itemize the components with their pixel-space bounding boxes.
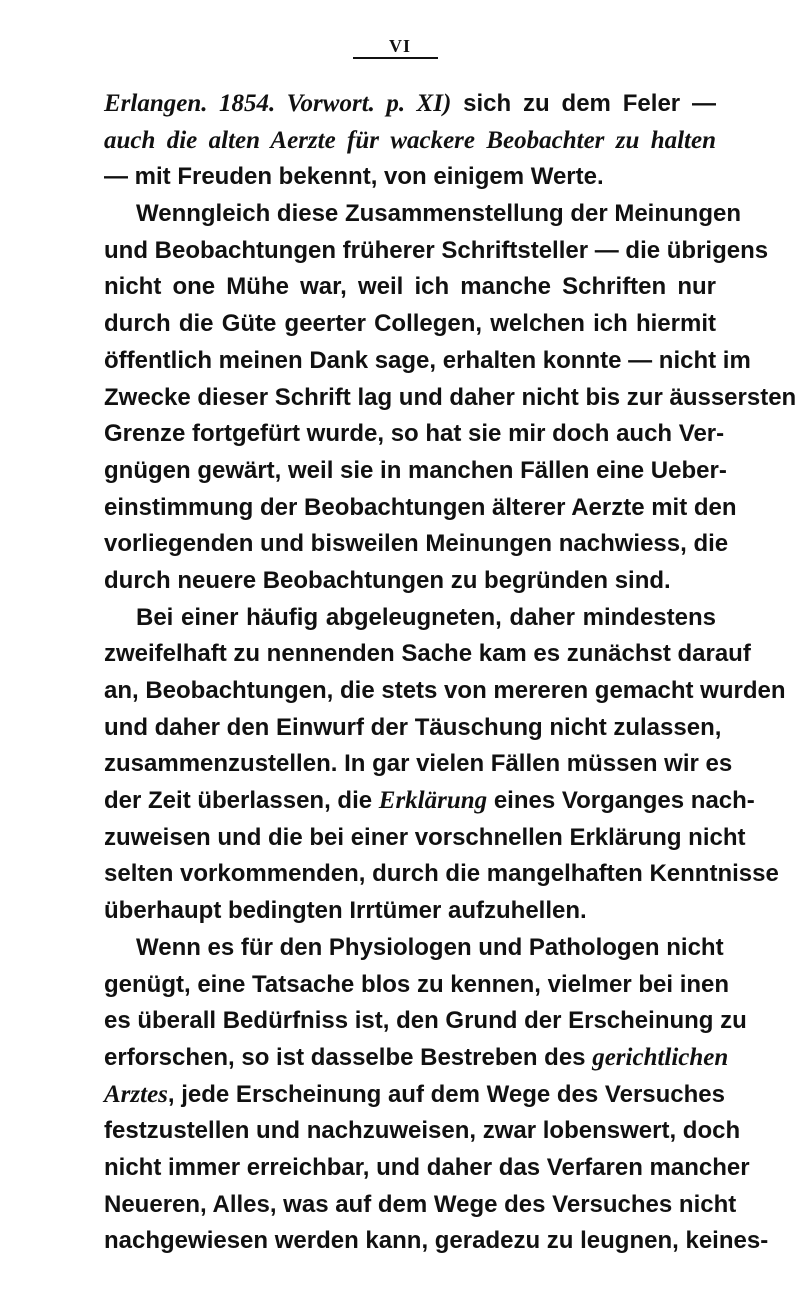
text-segment: Wenn es für den Physiologen und Pathologen nicht (136, 933, 724, 961)
italic-text: auch die alten Aerzte für wackere Beobachter zu halten (104, 126, 716, 154)
text-line (104, 1077, 725, 1114)
text-segment: , jede Erscheinung auf dem Wege des Versuches (167, 1080, 725, 1108)
text-line (104, 1113, 741, 1150)
page-number: VI (388, 36, 411, 56)
text-segment: Zwecke dieser Schrift lag und daher nicht bis zur äussersten (104, 383, 797, 411)
text-line (104, 600, 716, 637)
text-line (104, 563, 716, 600)
text-line (104, 269, 716, 306)
text-segment: sich zu dem Feler — (451, 90, 716, 117)
text-line (104, 196, 741, 233)
text-line (104, 306, 716, 343)
text-line (104, 1187, 737, 1224)
text-segment: festzustellen und nachzuweisen, zwar lobenswert, doch (104, 1117, 741, 1145)
text-line (104, 673, 786, 710)
page-header (0, 36, 800, 57)
text-line (104, 746, 733, 783)
text-segment: nicht one Mühe war, weil ich manche Schriften nur (104, 273, 716, 301)
text-line (104, 893, 716, 930)
text-segment: Neueren, Alles, was auf dem Wege des Versuches nicht (104, 1190, 737, 1218)
text-segment: es überall Bedürfniss ist, den Grund der Erscheinung zu (104, 1007, 747, 1035)
text-segment: öffentlich meinen Dank sage, erhalten konnte — nicht im (104, 346, 751, 374)
text-segment: durch die Güte geerter Collegen, welchen ich hiermit (104, 310, 716, 338)
text-line (104, 159, 716, 196)
text-line (104, 820, 746, 857)
text-line (104, 526, 729, 563)
text-segment: — mit Freuden bekennt, von einigem Werte. (104, 163, 604, 191)
text-segment: Wenngleich diese Zusammenstellung der Meinungen (136, 200, 741, 228)
text-line (104, 343, 751, 380)
text-line (104, 380, 797, 417)
text-segment: Bei einer häufig abgeleugneten, daher mindestens (136, 603, 716, 631)
text-line (104, 636, 751, 673)
text-segment: selten vorkommenden, durch die mangelhaften Kenntnisse (104, 860, 779, 888)
text-line (104, 710, 722, 747)
text-line (104, 416, 725, 453)
italic-text: Arztes (104, 1080, 168, 1108)
text-segment: zusammenzustellen. In gar vielen Fällen müssen wir es (104, 750, 733, 778)
text-segment: überhaupt bedingten Irrtümer aufzuhellen. (104, 897, 587, 925)
body-text (104, 86, 797, 1260)
text-line (104, 490, 737, 527)
text-line (104, 1003, 747, 1040)
italic-text: Erklärung (378, 787, 488, 815)
text-segment: an, Beobachtungen, die stets von mereren gemacht wurden (104, 677, 786, 704)
text-segment: nicht immer erreichbar, und daher das Verfaren mancher (104, 1153, 750, 1181)
text-line (104, 233, 769, 270)
text-line (104, 123, 716, 160)
text-line (104, 1040, 729, 1077)
text-segment: einstimmung der Beobachtungen älterer Aerzte mit den (104, 493, 737, 521)
text-line (104, 967, 730, 1004)
text-line (104, 453, 727, 490)
text-segment: nachgewiesen werden kann, geradezu zu leugnen, keines- (104, 1227, 769, 1255)
text-segment: zuweisen und die bei einer vorschnellen Erklärung nicht (104, 823, 746, 851)
header-rule (353, 57, 438, 59)
text-line (104, 86, 716, 123)
italic-text: Erlangen. 1854. Vorwort. p. XI) (104, 90, 452, 117)
text-segment: durch neuere Beobachtungen zu begründen sind. (104, 566, 671, 594)
text-segment: gnügen gewärt, weil sie in manchen Fällen eine Ueber- (104, 456, 727, 484)
text-segment: der Zeit überlassen, die (104, 787, 379, 815)
italic-text: gerichtlichen (592, 1043, 729, 1071)
text-segment: erforschen, so ist dasselbe Bestreben des (104, 1043, 593, 1071)
text-line (104, 856, 779, 893)
text-segment: genügt, eine Tatsache blos zu kennen, vielmer bei inen (104, 970, 730, 998)
text-line (104, 783, 755, 820)
text-segment: vorliegenden und bisweilen Meinungen nachwiess, die (104, 530, 729, 558)
text-line (104, 930, 724, 967)
text-segment: Grenze fortgefürt wurde, so hat sie mir doch auch Ver- (104, 420, 725, 448)
text-line (104, 1150, 750, 1187)
text-line (104, 1223, 769, 1260)
text-segment: eines Vorganges nach- (487, 787, 755, 815)
text-segment: zweifelhaft zu nennenden Sache kam es zunächst darauf (104, 640, 751, 668)
text-segment: und daher den Einwurf der Täuschung nicht zulassen, (104, 713, 722, 741)
text-segment: und Beobachtungen früherer Schriftsteller — die übrigens (104, 236, 769, 264)
